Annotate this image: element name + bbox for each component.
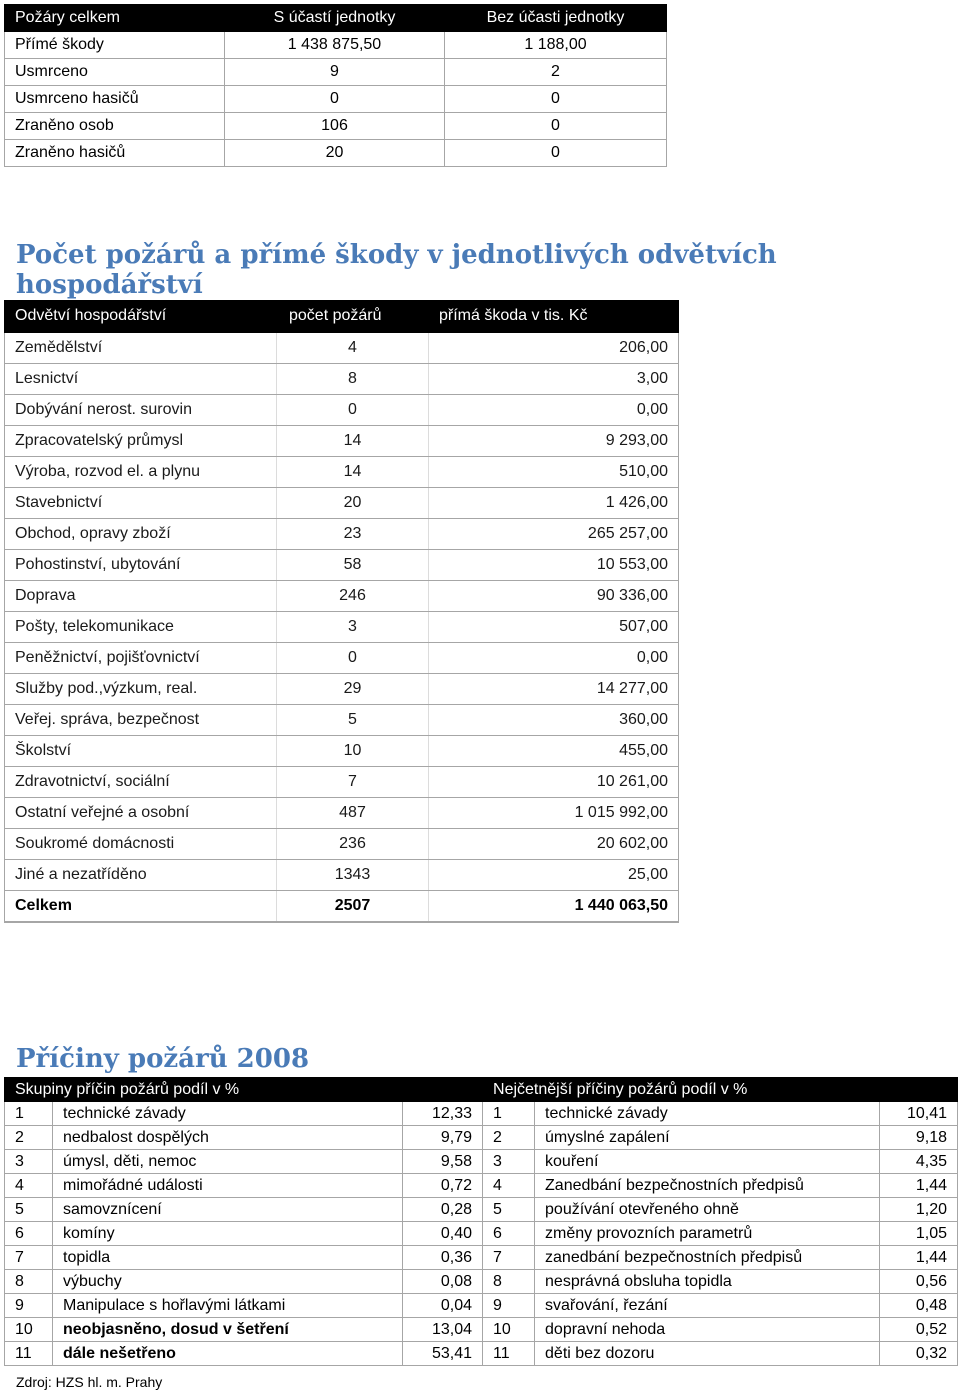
fire-count: 0 <box>277 395 429 426</box>
frequent-cause: kouření <box>535 1150 880 1174</box>
table-row <box>5 643 679 674</box>
table-row <box>5 519 679 550</box>
total-count: 2507 <box>277 891 429 923</box>
group-share: 53,41 <box>403 1342 483 1366</box>
fire-count: 10 <box>277 736 429 767</box>
group-cause: výbuchy <box>53 1270 403 1294</box>
frequent-share: 10,41 <box>880 1102 958 1126</box>
frequent-share: 1,05 <box>880 1222 958 1246</box>
group-share: 12,33 <box>403 1102 483 1126</box>
frequent-cause: zanedbání bezpečnostních předpisů <box>535 1246 880 1270</box>
sector-name: Výroba, rozvod el. a plynu <box>5 457 277 488</box>
table-row <box>5 767 679 798</box>
header-cell: Požáry celkem <box>5 5 225 32</box>
group-index: 11 <box>5 1342 53 1366</box>
sector-name: Služby pod.,výzkum, real. <box>5 674 277 705</box>
table-row <box>5 581 679 612</box>
cell-without-unit: 0 <box>445 140 667 167</box>
table-row <box>5 612 679 643</box>
direct-damage: 3,00 <box>429 364 679 395</box>
group-cause: neobjasněno, dosud v šetření <box>53 1318 403 1342</box>
fire-count: 5 <box>277 705 429 736</box>
group-cause: úmysl, děti, nemoc <box>53 1150 403 1174</box>
frequent-share: 0,48 <box>880 1294 958 1318</box>
row-label: Přímé škody <box>5 32 225 59</box>
frequent-share: 1,44 <box>880 1174 958 1198</box>
group-share: 13,04 <box>403 1318 483 1342</box>
direct-damage: 1 015 992,00 <box>429 798 679 829</box>
group-share: 0,28 <box>403 1198 483 1222</box>
direct-damage: 1 426,00 <box>429 488 679 519</box>
table-row <box>5 488 679 519</box>
frequent-index: 8 <box>483 1270 535 1294</box>
table-row <box>5 59 667 86</box>
header-cell: S účastí jednotky <box>225 5 445 32</box>
direct-damage: 455,00 <box>429 736 679 767</box>
direct-damage: 0,00 <box>429 643 679 674</box>
frequent-index: 2 <box>483 1126 535 1150</box>
row-label: Zraněno hasičů <box>5 140 225 167</box>
group-cause: dále nešetřeno <box>53 1342 403 1366</box>
group-index: 10 <box>5 1318 53 1342</box>
table-row <box>5 333 679 364</box>
sector-name: Soukromé domácnosti <box>5 829 277 860</box>
group-index: 4 <box>5 1174 53 1198</box>
frequent-index: 11 <box>483 1342 535 1366</box>
frequent-share: 9,18 <box>880 1126 958 1150</box>
sector-name: Veřej. správa, bezpečnost <box>5 705 277 736</box>
table-row <box>5 860 679 891</box>
group-cause: samovznícení <box>53 1198 403 1222</box>
frequent-share: 1,44 <box>880 1246 958 1270</box>
group-cause: topidla <box>53 1246 403 1270</box>
direct-damage: 9 293,00 <box>429 426 679 457</box>
table-row <box>5 1270 958 1294</box>
group-share: 0,36 <box>403 1246 483 1270</box>
direct-damage: 510,00 <box>429 457 679 488</box>
fire-count: 58 <box>277 550 429 581</box>
group-cause: Manipulace s hořlavými látkami <box>53 1294 403 1318</box>
table-row <box>5 32 667 59</box>
sector-name: Ostatní veřejné a osobní <box>5 798 277 829</box>
group-share: 0,72 <box>403 1174 483 1198</box>
group-index: 2 <box>5 1126 53 1150</box>
group-cause: komíny <box>53 1222 403 1246</box>
fire-count: 29 <box>277 674 429 705</box>
cell-without-unit: 1 188,00 <box>445 32 667 59</box>
fire-count: 236 <box>277 829 429 860</box>
header-cell: přímá škoda v tis. Kč <box>429 300 679 333</box>
header-cell: Bez účasti jednotky <box>445 5 667 32</box>
header-cell: počet požárů <box>277 300 429 333</box>
direct-damage: 10 261,00 <box>429 767 679 798</box>
sectors-table <box>4 300 679 923</box>
group-cause: nedbalost dospělých <box>53 1126 403 1150</box>
fire-count: 3 <box>277 612 429 643</box>
fire-count: 246 <box>277 581 429 612</box>
cell-with-unit: 1 438 875,50 <box>225 32 445 59</box>
direct-damage: 265 257,00 <box>429 519 679 550</box>
sector-name: Doprava <box>5 581 277 612</box>
cell-with-unit: 20 <box>225 140 445 167</box>
frequent-share: 0,56 <box>880 1270 958 1294</box>
fire-count: 14 <box>277 457 429 488</box>
header-cell-frequent: Nejčetnější příčiny požárů podíl v % <box>483 1078 958 1102</box>
total-row <box>5 891 679 923</box>
table-row <box>5 1174 958 1198</box>
table-row <box>5 1198 958 1222</box>
table-row <box>5 395 679 426</box>
cell-with-unit: 9 <box>225 59 445 86</box>
frequent-index: 9 <box>483 1294 535 1318</box>
frequent-index: 5 <box>483 1198 535 1222</box>
frequent-cause: dopravní nehoda <box>535 1318 880 1342</box>
frequent-index: 6 <box>483 1222 535 1246</box>
sector-name: Zemědělství <box>5 333 277 364</box>
group-index: 3 <box>5 1150 53 1174</box>
direct-damage: 25,00 <box>429 860 679 891</box>
fire-count: 8 <box>277 364 429 395</box>
frequent-cause: nesprávná obsluha topidla <box>535 1270 880 1294</box>
table-row <box>5 1294 958 1318</box>
total-label: Celkem <box>5 891 277 923</box>
direct-damage: 20 602,00 <box>429 829 679 860</box>
frequent-cause: technické závady <box>535 1102 880 1126</box>
table-row <box>5 1150 958 1174</box>
table-header-row <box>5 5 667 32</box>
group-index: 7 <box>5 1246 53 1270</box>
frequent-share: 4,35 <box>880 1150 958 1174</box>
group-share: 9,79 <box>403 1126 483 1150</box>
sector-name: Obchod, opravy zboží <box>5 519 277 550</box>
sector-name: Pošty, telekomunikace <box>5 612 277 643</box>
frequent-share: 0,32 <box>880 1342 958 1366</box>
table-row <box>5 705 679 736</box>
sector-name: Lesnictví <box>5 364 277 395</box>
group-share: 0,04 <box>403 1294 483 1318</box>
frequent-index: 1 <box>483 1102 535 1126</box>
group-share: 9,58 <box>403 1150 483 1174</box>
sector-name: Dobývání nerost. surovin <box>5 395 277 426</box>
direct-damage: 0,00 <box>429 395 679 426</box>
fires-total-table <box>4 4 667 167</box>
cell-without-unit: 2 <box>445 59 667 86</box>
table-row <box>5 736 679 767</box>
row-label: Usmrceno <box>5 59 225 86</box>
table-row <box>5 1126 958 1150</box>
table-row <box>5 113 667 140</box>
source-note: Zdroj: HZS hl. m. Prahy <box>16 1374 163 1390</box>
sector-name: Školství <box>5 736 277 767</box>
fire-count: 0 <box>277 643 429 674</box>
table-row <box>5 86 667 113</box>
fire-count: 487 <box>277 798 429 829</box>
sector-name: Jiné a nezatříděno <box>5 860 277 891</box>
total-damage: 1 440 063,50 <box>429 891 679 923</box>
table-row <box>5 1102 958 1126</box>
causes-table <box>4 1077 958 1366</box>
fire-count: 23 <box>277 519 429 550</box>
group-share: 0,08 <box>403 1270 483 1294</box>
section-title-causes: Příčiny požárů 2008 <box>16 1044 310 1074</box>
cell-without-unit: 0 <box>445 113 667 140</box>
frequent-cause: děti bez dozoru <box>535 1342 880 1366</box>
table-row <box>5 829 679 860</box>
frequent-index: 3 <box>483 1150 535 1174</box>
header-cell-groups: Skupiny příčin požárů podíl v % <box>5 1078 483 1102</box>
group-index: 9 <box>5 1294 53 1318</box>
row-label: Usmrceno hasičů <box>5 86 225 113</box>
table-row <box>5 550 679 581</box>
cell-with-unit: 0 <box>225 86 445 113</box>
group-index: 8 <box>5 1270 53 1294</box>
direct-damage: 206,00 <box>429 333 679 364</box>
table-row <box>5 1246 958 1270</box>
cell-with-unit: 106 <box>225 113 445 140</box>
frequent-index: 10 <box>483 1318 535 1342</box>
header-cell: Odvětví hospodářství <box>5 300 277 333</box>
table-row <box>5 798 679 829</box>
row-label: Zraněno osob <box>5 113 225 140</box>
fire-count: 4 <box>277 333 429 364</box>
fire-count: 7 <box>277 767 429 798</box>
sector-name: Zpracovatelský průmysl <box>5 426 277 457</box>
direct-damage: 10 553,00 <box>429 550 679 581</box>
frequent-cause: Zanedbání bezpečnostních předpisů <box>535 1174 880 1198</box>
frequent-index: 7 <box>483 1246 535 1270</box>
table-row <box>5 457 679 488</box>
table-row <box>5 1222 958 1246</box>
fire-count: 14 <box>277 426 429 457</box>
table-row <box>5 1318 958 1342</box>
table-row <box>5 426 679 457</box>
sector-name: Zdravotnictví, sociální <box>5 767 277 798</box>
direct-damage: 360,00 <box>429 705 679 736</box>
table-row <box>5 140 667 167</box>
group-index: 1 <box>5 1102 53 1126</box>
cell-without-unit: 0 <box>445 86 667 113</box>
table-header-row <box>5 300 679 333</box>
direct-damage: 90 336,00 <box>429 581 679 612</box>
sector-name: Peněžnictví, pojišťovnictví <box>5 643 277 674</box>
frequent-share: 0,52 <box>880 1318 958 1342</box>
sector-name: Stavebnictví <box>5 488 277 519</box>
group-index: 6 <box>5 1222 53 1246</box>
table-row <box>5 674 679 705</box>
fire-count: 1343 <box>277 860 429 891</box>
table-row <box>5 1342 958 1366</box>
frequent-index: 4 <box>483 1174 535 1198</box>
section-title-sectors: Počet požárů a přímé škody v jednotlivých odvětvích hospodářství <box>16 240 777 300</box>
group-share: 0,40 <box>403 1222 483 1246</box>
direct-damage: 507,00 <box>429 612 679 643</box>
group-index: 5 <box>5 1198 53 1222</box>
table-row <box>5 364 679 395</box>
frequent-cause: svařování, řezání <box>535 1294 880 1318</box>
sector-name: Pohostinství, ubytování <box>5 550 277 581</box>
frequent-cause: změny provozních parametrů <box>535 1222 880 1246</box>
frequent-cause: úmyslné zapálení <box>535 1126 880 1150</box>
group-cause: mimořádné události <box>53 1174 403 1198</box>
frequent-share: 1,20 <box>880 1198 958 1222</box>
frequent-cause: používání otevřeného ohně <box>535 1198 880 1222</box>
fire-count: 20 <box>277 488 429 519</box>
group-cause: technické závady <box>53 1102 403 1126</box>
direct-damage: 14 277,00 <box>429 674 679 705</box>
table-header-row <box>5 1078 958 1102</box>
